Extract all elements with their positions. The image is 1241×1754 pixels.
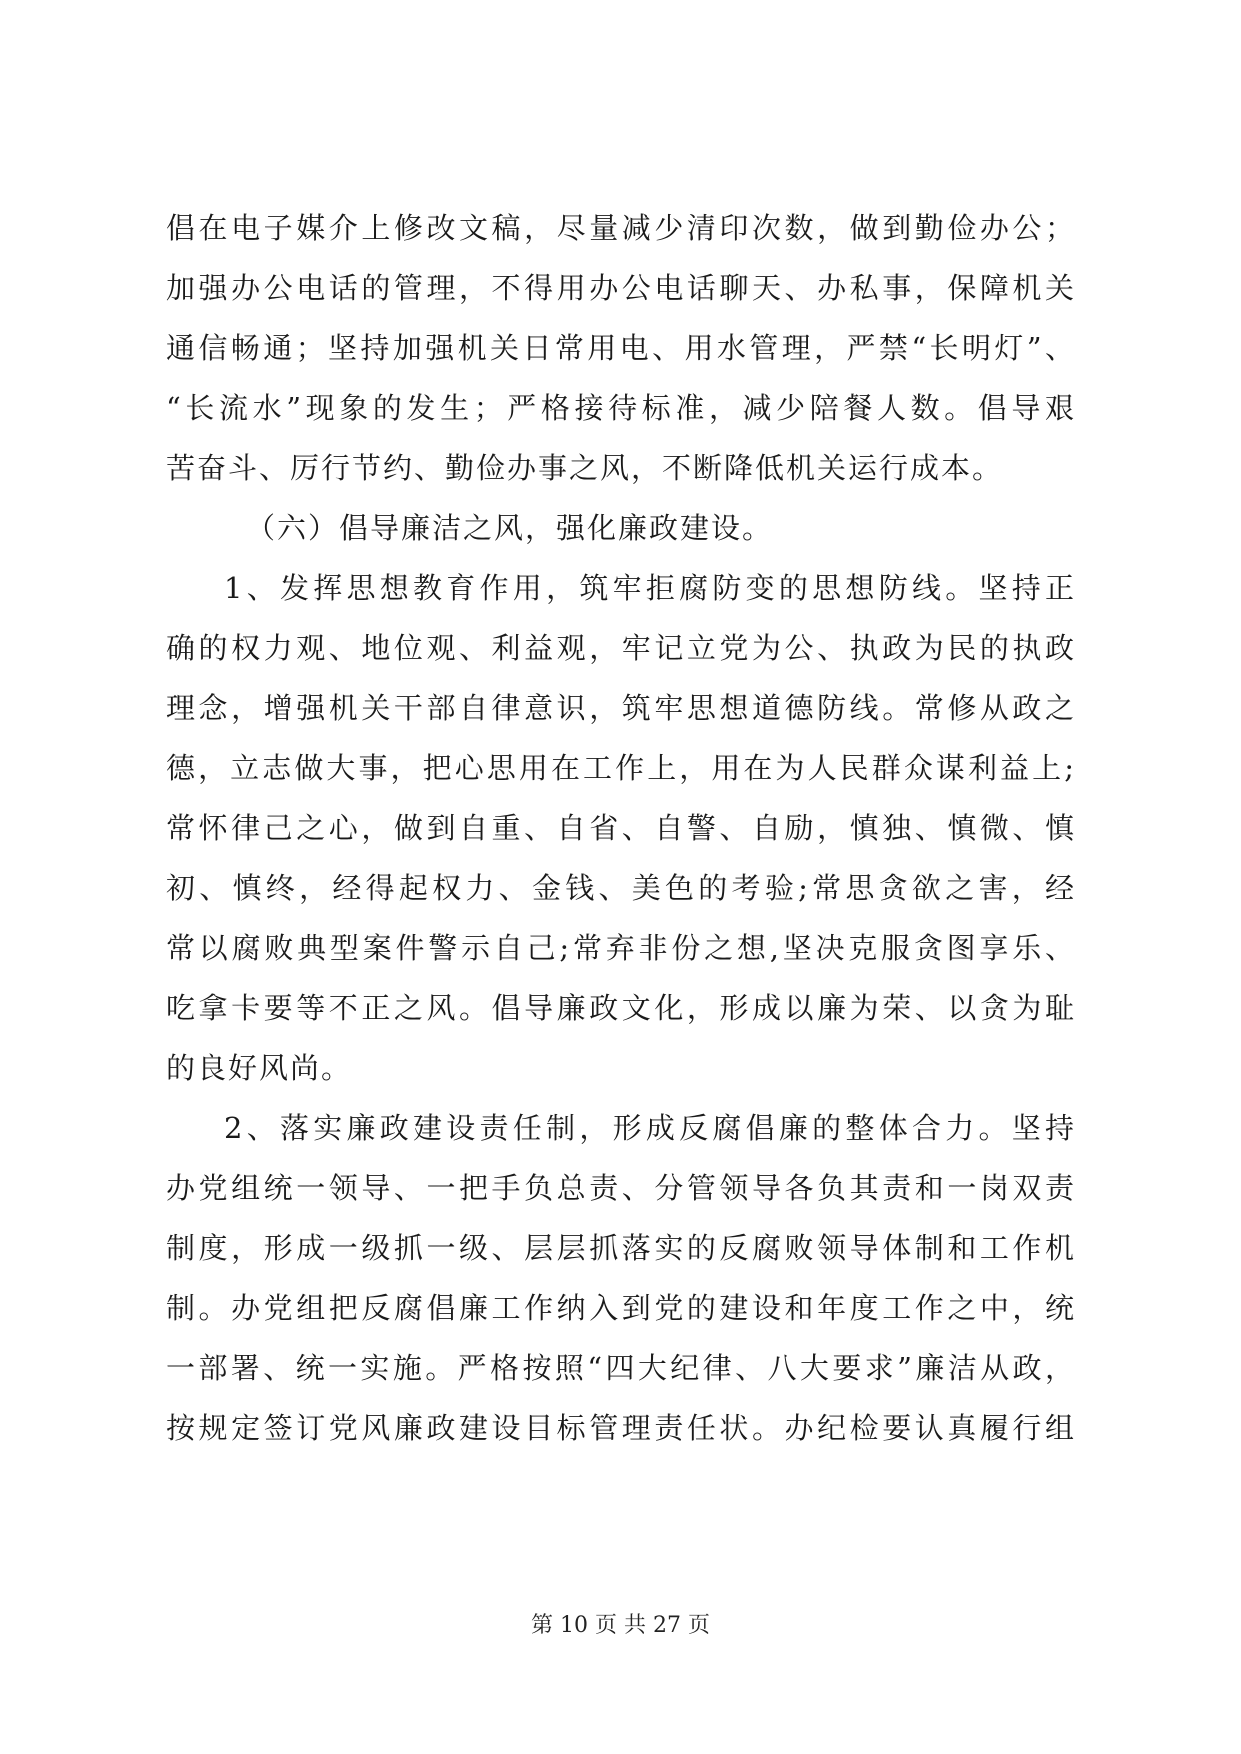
section-heading: （六）倡导廉洁之风，强化廉政建设。 bbox=[246, 511, 774, 545]
body-line: 通信畅通；坚持加强机关日常用电、用水管理，严禁“长明灯”、 bbox=[166, 331, 1076, 365]
body-line: 加强办公电话的管理，不得用办公电话聊天、办私事，保障机关 bbox=[166, 271, 1076, 305]
page-number-footer: 第 10 页 共 27 页 bbox=[531, 1613, 710, 1638]
body-line: “长流水”现象的发生；严格接待标准，减少陪餐人数。倡导艰 bbox=[166, 391, 1076, 425]
body-line: 确的权力观、地位观、利益观，牢记立党为公、执政为民的执政 bbox=[166, 631, 1076, 665]
body-line: 理念，增强机关干部自律意识，筑牢思想道德防线。常修从政之 bbox=[166, 691, 1076, 725]
paragraph-first-line: 2、落实廉政建设责任制，形成反腐倡廉的整体合力。坚持 bbox=[224, 1111, 1076, 1145]
body-line: 倡在电子媒介上修改文稿，尽量减少清印次数，做到勤俭办公； bbox=[166, 211, 1076, 245]
body-line: 一部署、统一实施。严格按照“四大纪律、八大要求”廉洁从政， bbox=[166, 1351, 1076, 1385]
body-line: 苦奋斗、厉行节约、勤俭办事之风，不断降低机关运行成本。 bbox=[166, 451, 1004, 485]
body-line: 初、慎终，经得起权力、金钱、美色的考验;常思贪欲之害，经 bbox=[166, 871, 1076, 905]
body-line: 办党组统一领导、一把手负总责、分管领导各负其责和一岗双责 bbox=[166, 1171, 1076, 1205]
document-body bbox=[166, 198, 1076, 1458]
body-line: 的良好风尚。 bbox=[166, 1051, 353, 1085]
body-line: 吃拿卡要等不正之风。倡导廉政文化，形成以廉为荣、以贪为耻 bbox=[166, 991, 1076, 1025]
body-line: 制度，形成一级抓一级、层层抓落实的反腐败领导体制和工作机 bbox=[166, 1231, 1076, 1265]
body-line: 常以腐败典型案件警示自己;常弃非份之想,坚决克服贪图享乐、 bbox=[166, 931, 1076, 965]
body-line: 制。办党组把反腐倡廉工作纳入到党的建设和年度工作之中，统 bbox=[166, 1291, 1076, 1325]
body-line: 德，立志做大事，把心思用在工作上，用在为人民群众谋利益上; bbox=[166, 751, 1076, 785]
body-line: 常怀律己之心，做到自重、自省、自警、自励，慎独、慎微、慎 bbox=[166, 811, 1076, 845]
paragraph-first-line: 1、发挥思想教育作用，筑牢拒腐防变的思想防线。坚持正 bbox=[224, 571, 1076, 605]
body-line: 按规定签订党风廉政建设目标管理责任状。办纪检要认真履行组 bbox=[166, 1411, 1076, 1445]
